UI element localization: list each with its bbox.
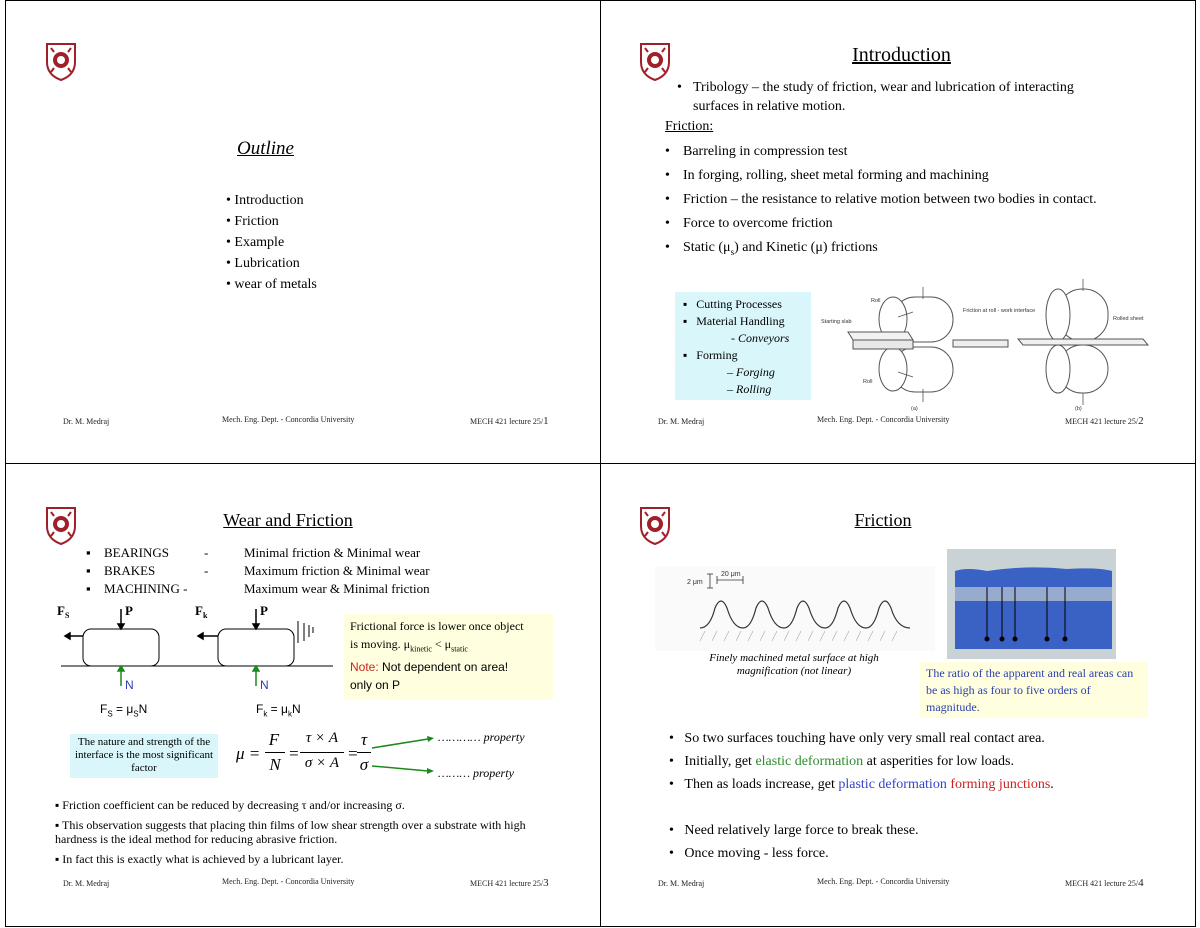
contact-blocks-image [947, 549, 1116, 659]
force-fk-label: $F_k$ [195, 603, 208, 620]
load-p1-label: P [125, 603, 133, 618]
scale-label-horizontal: 20 μm [721, 571, 741, 578]
slide-title: Wear and Friction [223, 510, 353, 530]
outline-item: • Example [226, 235, 285, 250]
footer-author: Dr. M. Medraj [63, 879, 110, 888]
label-starting-slab: Starting slab [821, 319, 852, 325]
list-item: ▪ Friction coefficient can be reduced by decreasing τ and/or increasing σ. [55, 798, 405, 812]
notes-list [55, 798, 555, 866]
load-p2-label: P [260, 603, 268, 618]
list-item: • Initially, get elastic deformation at asperities for low loads. [669, 754, 1014, 769]
label-rolled-sheet: Rolled sheet [1113, 316, 1144, 322]
list-item: ▪ In fact this is exactly what is achieved by a lubricant layer. [55, 852, 344, 866]
university-crest-icon [638, 42, 672, 82]
list-item: • Then as loads increase, get plastic deformation forming junctions. [669, 777, 1054, 792]
surface-caption: Finely machined metal surface at high magnification (not linear) [709, 652, 879, 677]
label-roll: Roll [871, 298, 881, 304]
uses-table [86, 544, 430, 598]
university-crest-icon [638, 506, 672, 546]
list-item: • In forging, rolling, sheet metal forming and machining [665, 167, 1105, 185]
friction-note-box: Frictional force is lower once object is moving. $\mu_{kinetic} < \mu_{static}$ Note: Not dependent on area! only on P [344, 614, 553, 700]
slide-2 [603, 2, 1197, 464]
equation-fs: $F_S = \mu_SN$ [100, 702, 148, 719]
outline-item: • wear of metals [226, 277, 317, 292]
university-crest-icon [44, 42, 78, 82]
outline-item: • Friction [226, 214, 279, 229]
footer-dept: Mech. Eng. Dept. - Concordia University [222, 877, 355, 886]
processes-box [675, 292, 811, 400]
table-row: ▪ BEARINGS - Minimal friction & Minimal wear [86, 545, 421, 560]
interface-note-box: The nature and strength of the interface is the most significant factor [70, 734, 218, 778]
list-item: - Conveyors [731, 331, 790, 345]
footer-page: MECH 421 lecture 25/1 [470, 415, 549, 427]
normal-n1-label: N [125, 678, 134, 692]
slide-3 [8, 466, 602, 928]
list-item: ▪ Material Handling [683, 314, 785, 328]
slide-4 [603, 466, 1197, 928]
property-label-2: ……… property [438, 766, 514, 780]
label-roll-bottom: Roll [863, 379, 873, 385]
rolling-diagram [813, 277, 1153, 412]
tribology-text: • Tribology – the study of friction, wear and lubrication of interacting surfaces in relative motion. [677, 80, 1074, 114]
footer-page: MECH 421 lecture 25/4 [1065, 877, 1144, 889]
footer-author: Dr. M. Medraj [658, 879, 705, 888]
property-arrows [370, 734, 440, 776]
list-item: • Barreling in compression test [665, 143, 1105, 161]
equation-fk: $F_k = \mu_kN$ [256, 702, 301, 719]
footer-dept: Mech. Eng. Dept. - Concordia University [817, 877, 950, 886]
outline-item: • Lubrication [226, 256, 300, 271]
list-item: • Need relatively large force to break these. [669, 823, 919, 838]
footer-page: MECH 421 lecture 25/2 [1065, 415, 1144, 427]
label-friction: Friction at roll - work interface [963, 308, 1036, 314]
list-item: • Force to overcome friction [665, 215, 1105, 233]
ratio-note-box: The ratio of the apparent and real areas can be as high as four to five orders of magnitude. [920, 662, 1148, 718]
surface-profile-image [655, 566, 935, 651]
university-crest-icon [44, 506, 78, 546]
label-a: (a) [911, 406, 918, 412]
label-b: (b) [1075, 406, 1082, 412]
list-item: • Static $(\mu_s)$ and Kinetic (μ) frictions [665, 239, 1105, 261]
property-label-1: ………… property [438, 730, 525, 744]
list-item: ▪ Cutting Processes [683, 297, 782, 311]
list-item: – Rolling [727, 382, 772, 396]
list-item: • Once moving - less force. [669, 846, 829, 861]
mu-formula: μ = F N = τ × A σ × A = τ σ [236, 730, 371, 780]
friction-bullets [665, 143, 1105, 267]
table-row: ▪ BRAKES - Maximum friction & Minimal wear [86, 563, 430, 578]
outline-title: Outline [237, 138, 294, 159]
slide-title: Friction [854, 510, 912, 530]
normal-n2-label: N [260, 678, 269, 692]
outline-list [226, 190, 317, 295]
outline-item: • Introduction [226, 193, 304, 208]
list-item: • Friction – the resistance to relative motion between two bodies in contact. [665, 191, 1105, 209]
footer-author: Dr. M. Medraj [63, 417, 110, 426]
slide-title: Introduction [852, 44, 951, 66]
footer-author: Dr. M. Medraj [658, 417, 705, 426]
scale-label-vertical: 2 μm [687, 579, 703, 586]
friction-heading: Friction: [665, 119, 714, 134]
list-item: ▪ Forming [683, 348, 738, 362]
footer-dept: Mech. Eng. Dept. - Concordia University [817, 415, 950, 424]
force-diagram [53, 601, 343, 701]
friction-bullets [669, 730, 1149, 863]
list-item: – Forging [727, 365, 775, 379]
list-item: • So two surfaces touching have only very small real contact area. [669, 731, 1045, 746]
slide-1 [8, 2, 602, 464]
force-fs-label: $F_S$ [57, 603, 70, 620]
footer-page: MECH 421 lecture 25/3 [470, 877, 549, 889]
table-row: ▪ MACHINING - Maximum wear & Minimal friction [86, 581, 430, 596]
footer-dept: Mech. Eng. Dept. - Concordia University [222, 415, 355, 424]
list-item: ▪ This observation suggests that placing thin films of low shear strength over a substrate with high hardness is the ideal method for reducing abrasive friction. [55, 818, 526, 846]
